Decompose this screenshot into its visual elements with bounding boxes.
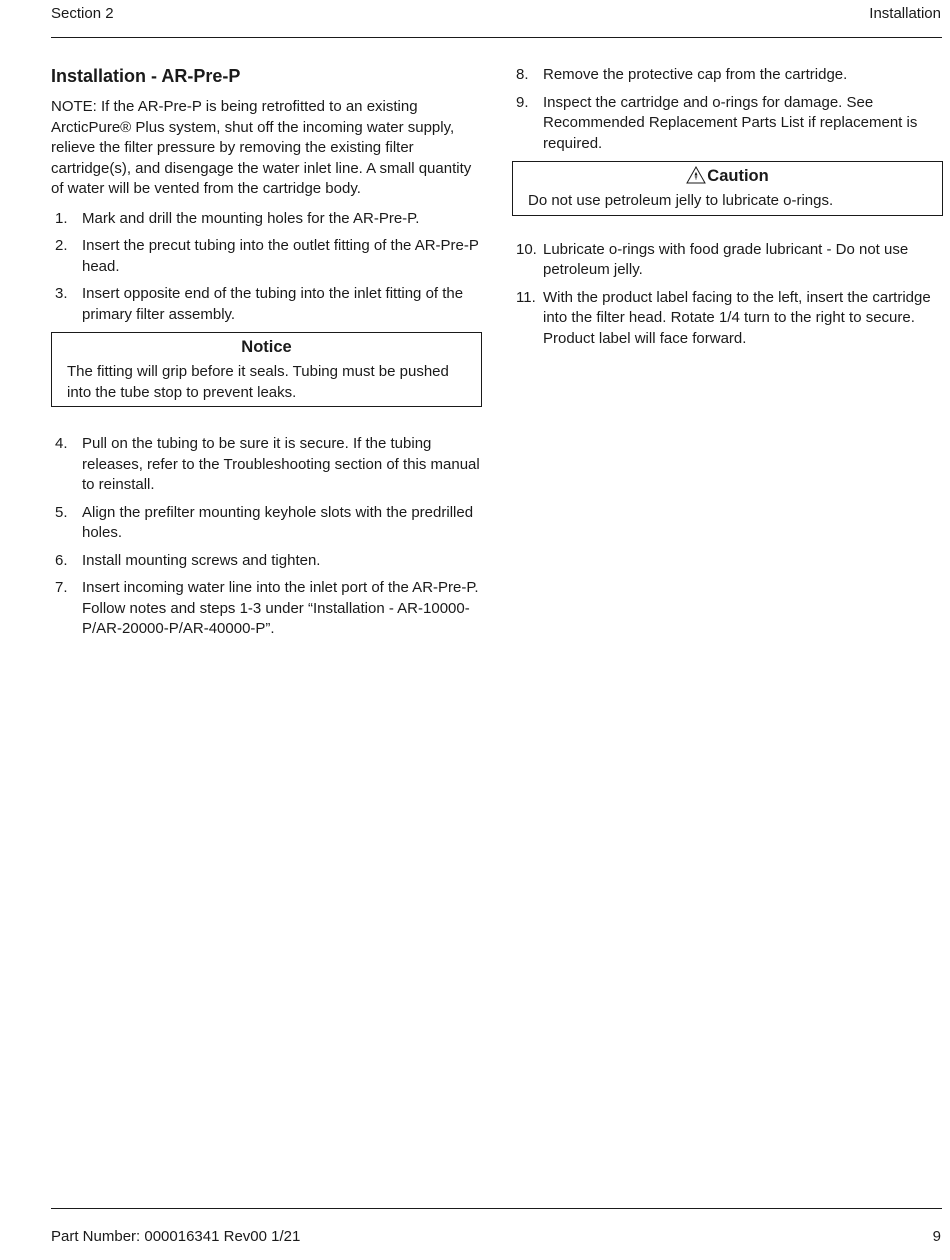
step-text: Pull on the tubing to be sure it is secure. If the tubing releases, refer to the Troubleshooting section of this manual to reinstall. [82,435,480,493]
header-section-label: Section 2 [51,5,114,22]
step-number: 5. [55,503,68,521]
step-number: 8. [516,66,529,83]
step-item [51,503,482,544]
step-item [51,551,482,572]
step-text: Insert incoming water line into the inlet port of the AR-Pre-P. Follow notes and steps 1-3 under “Installation - AR-10000-P/AR-20000-P/AR-40000-P”. [82,579,479,637]
notice-title: Notice [241,338,292,356]
notice-box [51,332,482,407]
step-item [51,578,482,640]
footer-page-number: 9 [932,1228,941,1245]
notice-body: The fitting will grip before it seals. Tubing must be pushed into the tube stop to prevent leaks. [67,363,449,401]
step-text: Remove the protective cap from the cartridge. [543,66,848,83]
caution-heading [528,165,927,187]
caution-title: Caution [707,167,769,185]
steps-list-1-3 [51,209,482,326]
step-item [512,240,943,281]
step-number: 7. [55,579,68,596]
step-number: 2. [55,237,68,254]
step-number: 4. [55,435,68,452]
step-item [51,434,482,496]
step-text: Insert opposite end of the tubing into the inlet fitting of the primary filter assembly. [82,285,464,323]
step-number: 9. [516,93,529,111]
steps-list-10-11 [512,240,943,350]
footer-rule [51,1208,942,1209]
step-item [512,93,943,155]
header-chapter-label: Installation [869,5,941,22]
step-text: Mark and drill the mounting holes for the AR-Pre-P. [82,209,420,227]
step-number: 1. [55,209,68,227]
steps-list-8-9 [512,65,943,154]
step-item [512,65,943,86]
footer-part-number: Part Number: 000016341 Rev00 1/21 [51,1228,301,1245]
step-item [51,284,482,325]
step-text: Insert the precut tubing into the outlet fitting of the AR-Pre-P head. [82,237,479,275]
left-column [51,64,482,647]
caution-box [512,161,943,216]
step-text: With the product label facing to the left, insert the cartridge into the filter head. Rotate 1/4 turn to the right to secure. Product label will face forward. [543,288,931,347]
step-text: Lubricate o-rings with food grade lubricant - Do not use petroleum jelly. [543,240,909,278]
caution-flammable-icon [686,166,706,184]
right-column [512,65,943,356]
caution-body: Do not use petroleum jelly to lubricate o-rings. [528,192,834,209]
step-text: Install mounting screws and tighten. [82,551,321,569]
retrofit-note: NOTE: If the AR-Pre-P is being retrofitted to an existing ArcticPure® Plus system, shut off the incoming water supply, relieve the filter pressure by removing the existing filter cartridge(s), and disengage the water inlet line. A small quantity of water will be vented from the cartridge body. [51,98,472,197]
header-rule [51,37,942,38]
step-number: 3. [55,285,68,302]
step-number: 11. [516,288,536,306]
step-item [51,236,482,277]
step-item [51,209,482,230]
step-number: 10. [516,240,537,258]
step-text: Inspect the cartridge and o-rings for damage. See Recommended Replacement Parts List if replacement is required. [543,93,918,152]
step-item [512,288,943,350]
section-title: Installation - AR-Pre-P [51,66,241,86]
step-text: Align the prefilter mounting keyhole slots with the predrilled holes. [82,503,474,541]
steps-list-4-7 [51,434,482,640]
step-number: 6. [55,551,68,569]
